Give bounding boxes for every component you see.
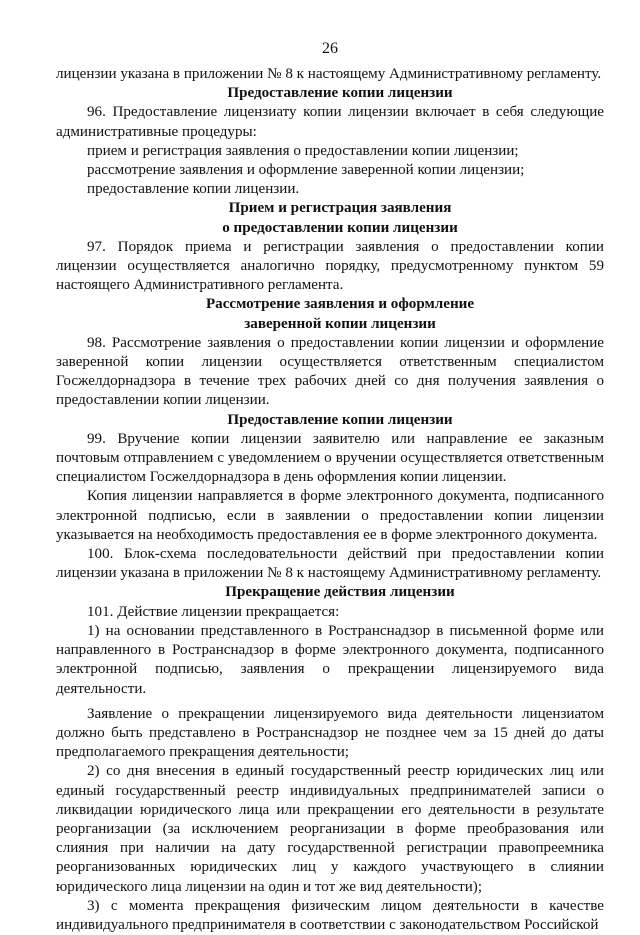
paragraph: 101. Действие лицензии прекращается: [87,603,340,620]
section-heading: Предоставление копии лицензии [227,85,453,102]
paragraph: прием и регистрация заявления о предоставлении копии лицензии; [87,142,519,159]
document-body [56,65,604,935]
paragraph: Заявление о прекращении лицензируемого вида деятельности лицензиатом должно быть представлено в Ространснадзор не позднее чем за 15 дней до даты предполагаемого прекращения деятельности; [56,705,604,761]
section-heading: Предоставление копии лицензии [227,411,453,428]
paragraph: лицензии указана в приложении № 8 к настоящему Административному регламенту. [56,66,602,82]
paragraph: 97. Порядок приема и регистрации заявления о предоставлении копии лицензии осуществляется аналогично порядку, предусмотренному пунктом 59 настоящего Административного регламента. [56,238,604,294]
paragraph: 96. Предоставление лицензиату копии лицензии включает в себя следующие административные процедуры: [56,104,604,140]
paragraph: предоставление копии лицензии. [87,181,300,198]
paragraph: 100. Блок-схема последовательности действий при предоставлении копии лицензии указана в приложении № 8 к настоящему Административному регламенту. [56,546,604,582]
section-heading: Рассмотрение заявления и оформление [205,296,475,313]
section-heading: заверенной копии лицензии [244,315,436,332]
section-heading: Прием и регистрация заявления [228,200,452,217]
paragraph: 3) с момента прекращения физическим лицом деятельности в качестве индивидуального предпринимателя в соответствии с законодательством Российской [56,897,604,933]
paragraph: 99. Вручение копии лицензии заявителю или направление ее заказным почтовым отправлением с уведомлением о вручении осуществляется ответственным специалистом Госжелдорнадзора в день оформления копии лицензии. [56,430,604,486]
paragraph: Копия лицензии направляется в форме электронного документа, подписанного электронной подписью, если в заявлении о предоставлении копии лицензии указывается на необходимость предоставления ее в форме электронного документа. [56,488,604,543]
paragraph: 2) со дня внесения в единый государственный реестр юридических лиц или единый государственный реестр индивидуальных предпринимателей записи о ликвидации юридического лица или прекращении его деятельности в результате реорганизации (за исключением реорганизации в форме преобразования или слияния при наличии на дату государственной регистрации правопреемника реорганизованных юридических лиц у каждого участвующего в слиянии юридического лица лицензии на один и тот же вид деятельности); [56,763,604,895]
paragraph: 1) на основании представленного в Ространснадзор в письменной форме или направленного в Ространснадзор в форме электронного документа, подписанного электронной подписью, заявления о прекращении лицензируемого вида деятельности. [56,622,604,697]
section-heading: о предоставлении копии лицензии [222,219,458,236]
page-number: 26 [322,40,338,57]
paragraph: 98. Рассмотрение заявления о предоставлении копии лицензии и оформление заверенной копии лицензии осуществляется ответственным специалистом Госжелдорнадзора в течение трех рабочих дней со дня получения заявления о предоставлении копии лицензии. [56,334,604,409]
section-heading: Прекращение действия лицензии [225,584,455,601]
paragraph: рассмотрение заявления и оформление заверенной копии лицензии; [87,162,525,179]
